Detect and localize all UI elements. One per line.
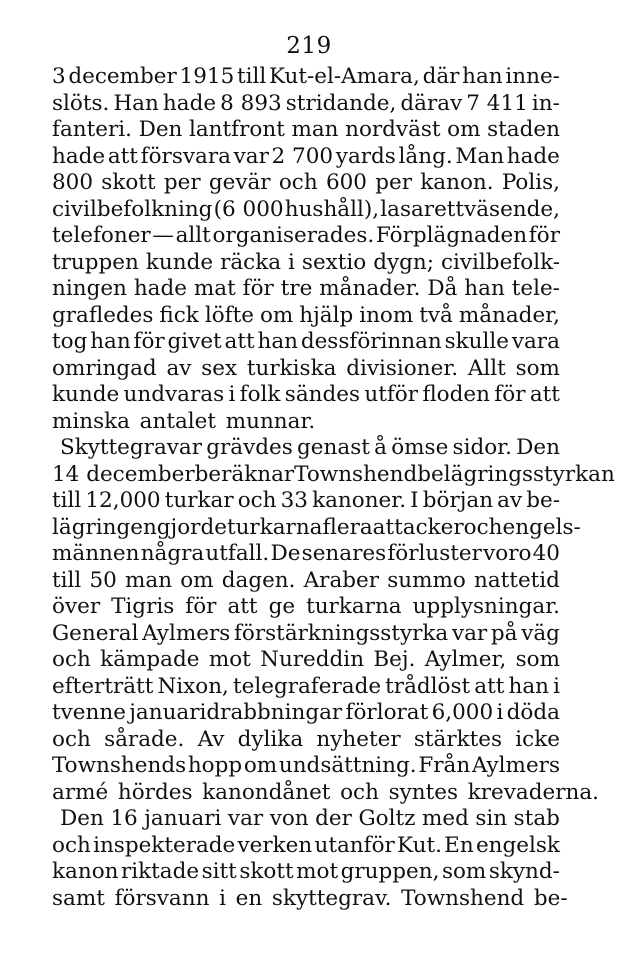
- word: inne-: [505, 64, 560, 89]
- word: döda: [506, 700, 560, 725]
- text-line: [52, 488, 560, 515]
- word: truppen: [52, 249, 139, 275]
- word: omringad: [52, 355, 157, 381]
- text-line: [52, 223, 560, 250]
- paragraph: [52, 435, 615, 806]
- word: 40: [532, 541, 560, 566]
- word: sårade.: [104, 726, 185, 752]
- word: 2 700: [271, 143, 334, 169]
- word: tele-: [511, 276, 560, 301]
- page-number: 219: [286, 33, 332, 59]
- word: tvenne: [52, 700, 126, 725]
- word: utför: [364, 382, 419, 407]
- text-line: [52, 276, 560, 303]
- word: Aylmer,: [424, 647, 507, 672]
- word: armé: [52, 779, 109, 805]
- text-line: [52, 514, 581, 542]
- word: hjälp: [299, 302, 354, 328]
- word: till: [52, 488, 82, 513]
- word: Araber: [303, 567, 380, 593]
- word: hopp: [187, 753, 243, 778]
- word: be-: [526, 488, 560, 513]
- word: kanon.: [420, 170, 494, 195]
- word: kanoner.: [312, 488, 407, 513]
- word: för: [494, 382, 526, 407]
- word: Förplägnaden: [375, 223, 528, 248]
- word: för: [242, 276, 274, 301]
- word: gruppen,: [340, 859, 440, 884]
- word: syntes: [388, 779, 459, 805]
- word: kunde: [145, 249, 214, 275]
- word: stab: [513, 806, 560, 831]
- word: och: [52, 726, 91, 752]
- text-line: [52, 727, 560, 754]
- word: december: [68, 64, 177, 89]
- word: i: [219, 885, 226, 911]
- word: ge: [268, 594, 296, 619]
- word: väg: [521, 620, 560, 646]
- word: undsättning.: [278, 753, 417, 778]
- word: mot: [296, 859, 339, 884]
- word: han: [90, 329, 131, 354]
- word: minska: [52, 408, 130, 434]
- word: turkarna: [306, 594, 402, 619]
- word: sextio: [301, 249, 367, 275]
- word: I: [410, 488, 419, 513]
- word: lång.: [398, 143, 453, 169]
- word: 6,000: [431, 700, 494, 725]
- text-line: [52, 700, 560, 727]
- word: Goltz: [358, 806, 416, 831]
- word: De: [270, 541, 301, 566]
- word: av: [166, 355, 192, 381]
- word: där: [422, 64, 460, 89]
- word: riktade: [120, 859, 200, 884]
- word: —: [152, 223, 174, 248]
- word: hade: [506, 143, 560, 169]
- word: för: [133, 329, 165, 354]
- word: turkiska: [246, 355, 337, 381]
- word: månader,: [458, 302, 560, 328]
- word: sändes: [284, 382, 361, 407]
- text-line: [52, 382, 560, 409]
- word: verken: [237, 832, 313, 858]
- word: han: [464, 276, 505, 301]
- text-line: [52, 250, 560, 277]
- word: en: [235, 885, 263, 911]
- text-line: [52, 356, 560, 383]
- word: skulle: [444, 329, 509, 354]
- word: krevaderna.: [467, 779, 599, 805]
- word: genast: [297, 435, 370, 460]
- word: han: [508, 673, 549, 699]
- word: nyheter: [316, 726, 401, 752]
- word: förluster: [387, 541, 482, 566]
- word: 800: [52, 170, 94, 195]
- word: och: [237, 488, 277, 513]
- text-line: [52, 117, 560, 144]
- text-line: [52, 885, 568, 913]
- word: inspekterade: [93, 832, 236, 858]
- word: förlorat: [345, 700, 429, 725]
- word: engelsk: [475, 832, 560, 858]
- text-line: [52, 303, 560, 330]
- word: sex: [201, 355, 238, 381]
- word: civilbefolk-: [440, 249, 560, 275]
- word: 33: [280, 488, 308, 513]
- word: be-: [533, 885, 568, 911]
- word: sidor.: [452, 435, 512, 460]
- text-line: [52, 170, 560, 197]
- word: försvann: [114, 885, 210, 911]
- word: sin: [475, 806, 508, 831]
- word: vara: [511, 329, 560, 354]
- word: 12,000: [85, 488, 161, 513]
- word: han: [462, 64, 503, 89]
- word: floden: [422, 382, 490, 407]
- word: utanför: [314, 832, 395, 858]
- word: januaridrabbningar: [129, 700, 343, 725]
- word: gjorde: [156, 514, 227, 540]
- word: dygn;: [373, 249, 434, 275]
- word: kanondånet: [202, 779, 331, 805]
- word: stärktes: [413, 726, 503, 752]
- word: skott: [101, 170, 156, 195]
- word: kunde: [52, 382, 120, 407]
- word: inom: [359, 302, 414, 328]
- word: var: [233, 143, 269, 169]
- word: därav: [400, 90, 463, 116]
- word: Den: [516, 435, 560, 460]
- word: om: [180, 567, 214, 593]
- word: trådlöst: [385, 673, 471, 699]
- word: skyttegrav.: [271, 885, 392, 911]
- word: undvaras: [123, 382, 225, 407]
- word: hade: [162, 90, 217, 116]
- word: von: [269, 806, 309, 831]
- word: och: [463, 514, 503, 540]
- word: General: [52, 620, 139, 646]
- word: in-: [531, 90, 560, 116]
- word: telegraferade: [232, 673, 382, 699]
- word: hushåll),: [284, 196, 380, 222]
- word: männen: [52, 541, 140, 566]
- word: turkarna: [226, 514, 323, 540]
- text-body: [52, 64, 615, 912]
- word: 1915: [179, 64, 235, 89]
- text-line: [52, 91, 560, 118]
- word: lägringen: [52, 514, 157, 540]
- word: efterträtt: [52, 673, 154, 699]
- word: räcka: [220, 249, 282, 275]
- word: till: [52, 567, 82, 593]
- paragraph: [52, 64, 560, 435]
- word: antalet: [139, 408, 217, 434]
- word: att: [227, 594, 258, 619]
- word: man: [124, 567, 173, 593]
- word: kämpade: [100, 647, 200, 672]
- word: Polis,: [501, 170, 560, 195]
- word: flera: [322, 514, 373, 540]
- word: organiserades.: [212, 223, 375, 248]
- word: var: [227, 806, 264, 831]
- word: folk: [239, 382, 281, 407]
- word: över: [52, 594, 101, 619]
- word: mot: [208, 647, 251, 672]
- word: för: [185, 594, 217, 619]
- word: löfte: [204, 302, 254, 328]
- word: samt: [52, 885, 105, 911]
- word: med: [421, 806, 469, 831]
- word: Man: [455, 143, 505, 169]
- text-line: [52, 197, 560, 224]
- word: der: [315, 806, 352, 831]
- word: civilbefolkning: [52, 196, 213, 222]
- word: telefoner: [52, 223, 151, 248]
- word: hördes: [117, 779, 193, 805]
- word: 16: [110, 806, 138, 831]
- word: 14 december: [52, 461, 195, 487]
- text-line: [52, 833, 560, 860]
- word: som: [441, 859, 487, 884]
- word: summo: [387, 567, 466, 593]
- word: Nixon,: [157, 673, 229, 699]
- word: 600: [325, 170, 367, 195]
- word: i: [228, 382, 236, 407]
- word: voro: [483, 541, 532, 566]
- word: att: [224, 329, 255, 354]
- text-line: [52, 859, 560, 886]
- word: var: [451, 620, 488, 646]
- word: Han: [113, 90, 159, 116]
- word: Kut.: [397, 832, 442, 858]
- word: nattetid: [474, 567, 560, 593]
- word: tog: [52, 329, 88, 354]
- word: ömse: [391, 435, 449, 460]
- word: och: [52, 832, 91, 858]
- text-line: [52, 329, 560, 356]
- word: Aylmers: [471, 753, 560, 778]
- text-line: [52, 435, 560, 462]
- word: Nureddin: [260, 647, 365, 672]
- word: dylika: [237, 726, 304, 752]
- word: sitt: [201, 859, 237, 884]
- text-line: [52, 779, 599, 807]
- word: om: [243, 753, 278, 778]
- word: å: [374, 435, 387, 460]
- word: hade: [133, 276, 187, 301]
- word: slöts.: [52, 90, 110, 116]
- word: dessförinnan: [300, 329, 442, 354]
- word: Bej.: [373, 647, 416, 672]
- word: fanteri.: [52, 117, 132, 142]
- word: grafledes: [52, 302, 154, 328]
- word: Av: [197, 726, 225, 752]
- word: av: [497, 488, 523, 513]
- text-line: [52, 144, 560, 171]
- word: Den: [138, 117, 183, 142]
- text-line: [52, 594, 560, 621]
- word: per: [163, 170, 201, 195]
- word: givet: [167, 329, 222, 354]
- word: 8 893: [220, 90, 282, 116]
- word: två: [419, 302, 453, 328]
- word: som: [515, 647, 560, 672]
- word: försvara: [140, 143, 231, 169]
- word: yards: [335, 143, 396, 169]
- word: Från: [418, 753, 471, 778]
- word: 50: [89, 567, 117, 593]
- text-line: [52, 461, 615, 489]
- word: att: [474, 673, 505, 699]
- word: lasarettväsende,: [380, 196, 560, 222]
- text-line: [52, 647, 560, 674]
- word: utfall.: [205, 541, 270, 566]
- word: om: [447, 117, 481, 142]
- word: i: [496, 700, 504, 725]
- word: turkar: [164, 488, 234, 513]
- word: på: [490, 620, 518, 646]
- word: som: [515, 355, 560, 381]
- word: man: [291, 117, 339, 142]
- word: om: [259, 302, 294, 328]
- text-line: [52, 409, 560, 436]
- word: En: [444, 832, 474, 858]
- word: Kut-el-Amara,: [268, 64, 420, 89]
- word: för: [528, 223, 560, 248]
- word: hade: [52, 143, 106, 169]
- word: i: [553, 673, 560, 699]
- word: att: [529, 382, 560, 407]
- word: staden: [487, 117, 560, 142]
- word: Skyttegravar: [60, 435, 203, 460]
- text-line: [52, 64, 560, 91]
- text-line: [52, 674, 560, 701]
- word: i: [288, 249, 295, 275]
- word: Townshend: [401, 885, 525, 911]
- word: 3: [52, 64, 66, 89]
- word: månader.: [319, 276, 421, 301]
- word: icke: [515, 726, 560, 752]
- word: Townshend: [294, 461, 418, 487]
- word: lantfront: [188, 117, 285, 142]
- text-line: [52, 568, 560, 595]
- word: Aylmers: [142, 620, 231, 646]
- word: och: [52, 647, 91, 672]
- word: Townshends: [52, 753, 187, 778]
- word: Allt: [467, 355, 506, 381]
- word: mat: [193, 276, 236, 301]
- word: förstärkningsstyrka: [233, 620, 449, 646]
- word: engels-: [502, 514, 581, 540]
- paragraph: [52, 806, 568, 912]
- word: senares: [301, 541, 387, 566]
- word: stridande,: [285, 90, 397, 116]
- text-line: [52, 541, 560, 568]
- word: kanon: [52, 859, 119, 884]
- word: några: [140, 541, 205, 566]
- word: skott: [239, 859, 294, 884]
- word: ningen: [52, 276, 127, 301]
- word: tre: [280, 276, 313, 301]
- word: attacker: [372, 514, 464, 540]
- word: han: [257, 329, 298, 354]
- text-line: [52, 806, 560, 833]
- word: grävdes: [206, 435, 293, 460]
- word: till: [236, 64, 267, 89]
- word: per: [375, 170, 412, 195]
- word: och: [278, 170, 318, 195]
- text-line: [52, 753, 560, 780]
- word: fick: [159, 302, 199, 328]
- word: och: [340, 779, 379, 805]
- word: beräknar: [194, 461, 295, 487]
- word: munnar.: [225, 408, 316, 434]
- word: början: [422, 488, 494, 513]
- word: nordväst: [345, 117, 441, 142]
- word: Den: [60, 806, 104, 831]
- word: allt: [175, 223, 211, 248]
- word: Tigris: [111, 594, 175, 619]
- word: (6 000: [213, 196, 284, 222]
- word: januari: [144, 806, 222, 831]
- word: Då: [427, 276, 458, 301]
- word: upplysningar.: [412, 594, 560, 619]
- word: skynd-: [488, 859, 560, 884]
- word: belägringsstyrkan: [417, 461, 615, 487]
- word: divisioner.: [346, 355, 459, 381]
- word: dagen.: [221, 567, 296, 593]
- word: gevär: [208, 170, 271, 195]
- word: 7 411: [466, 90, 528, 116]
- word: att: [107, 143, 138, 169]
- text-line: [52, 621, 560, 648]
